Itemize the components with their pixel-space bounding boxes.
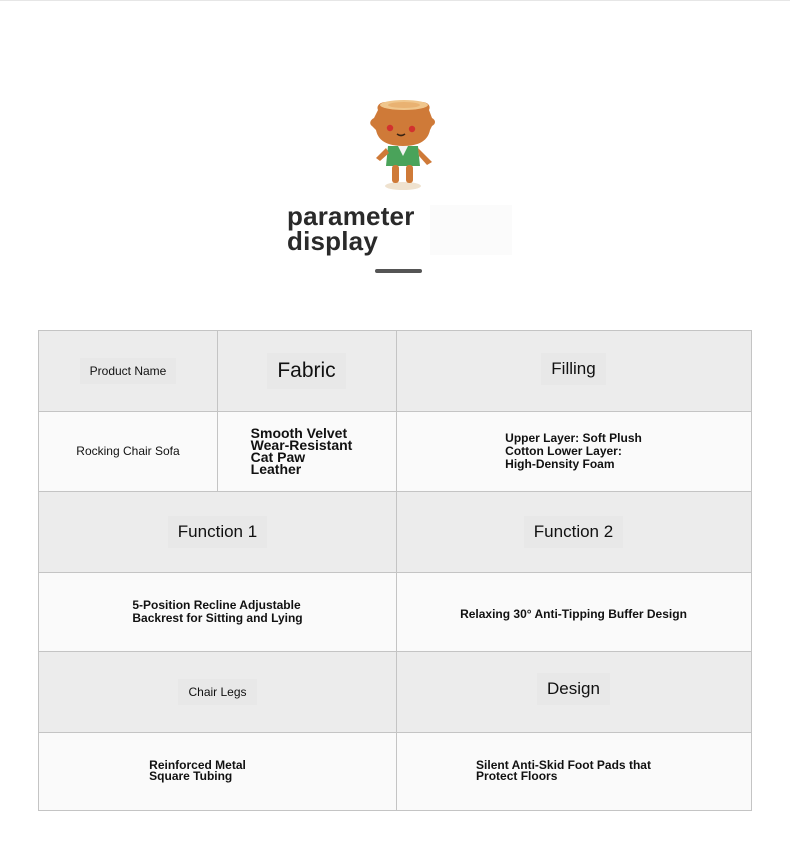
title-line-2: display: [287, 226, 378, 256]
header-cell-function-1: [39, 491, 396, 572]
chair-legs-label: Chair Legs: [188, 684, 247, 699]
fabric-value: [251, 427, 353, 475]
design-label: Design: [547, 679, 600, 698]
value-cell-function-1: [39, 572, 396, 651]
title-underline: [375, 269, 422, 273]
fabric-label: Fabric: [277, 359, 336, 382]
row-divider: [39, 572, 751, 573]
row-divider: [39, 491, 751, 492]
chair-legs-value-line: Square Tubing: [149, 769, 233, 783]
function-1-label: Function 1: [177, 521, 258, 541]
function-1-value-line: Backrest for Sitting and Lying: [132, 610, 303, 625]
product-name-value: Rocking Chair Sofa: [76, 444, 180, 458]
value-cell-function-2: [396, 572, 751, 651]
column-divider: [217, 331, 218, 491]
filling-value-line: Cotton Lower Layer:: [505, 443, 622, 458]
design-value-line: Silent Anti-Skid Foot Pads that: [476, 758, 651, 772]
page-title: [287, 201, 415, 256]
function-2-value: Relaxing 30° Anti-Tipping Buffer Design: [460, 607, 687, 621]
header-cell-filling: [396, 331, 751, 411]
fabric-value-line: Wear-Resistant: [250, 437, 353, 453]
product-name-label: Product Name: [89, 364, 167, 378]
value-cell-chair-legs: [39, 732, 396, 810]
fabric-value-line: Leather: [250, 461, 302, 477]
function-2-label: Function 2: [533, 521, 614, 541]
tree-stump-mascot-icon: [360, 96, 444, 194]
title-backdrop: [430, 205, 512, 255]
header-cell-fabric: [217, 331, 396, 411]
top-divider: [0, 0, 790, 1]
value-cell-product-name: [39, 411, 217, 491]
function-1-value-line: 5-Position Recline Adjustable: [132, 597, 301, 612]
header-cell-product-name: [39, 331, 217, 411]
row-divider: [39, 732, 751, 733]
column-divider: [396, 331, 397, 810]
value-cell-fabric: [217, 411, 396, 491]
header-cell-design: [396, 651, 751, 732]
function-1-value: [132, 599, 302, 625]
design-value: [476, 760, 651, 782]
design-value-line: Protect Floors: [476, 769, 558, 783]
header-cell-chair-legs: [39, 651, 396, 732]
fabric-value-line: Smooth Velvet: [250, 425, 348, 441]
parameter-table: [38, 330, 752, 811]
title-line-1: parameter: [287, 201, 415, 231]
filling-value: [505, 432, 642, 471]
header-cell-function-2: [396, 491, 751, 572]
row-divider: [39, 651, 751, 652]
value-cell-filling: [396, 411, 751, 491]
filling-value-line: High-Density Foam: [505, 456, 615, 471]
row-divider: [39, 411, 751, 412]
fabric-value-line: Cat Paw: [250, 449, 306, 465]
filling-value-line: Upper Layer: Soft Plush: [505, 430, 642, 445]
value-cell-design: [396, 732, 751, 810]
filling-label: Filling: [551, 359, 596, 378]
chair-legs-value: [149, 760, 246, 782]
chair-legs-value-line: Reinforced Metal: [149, 758, 246, 772]
